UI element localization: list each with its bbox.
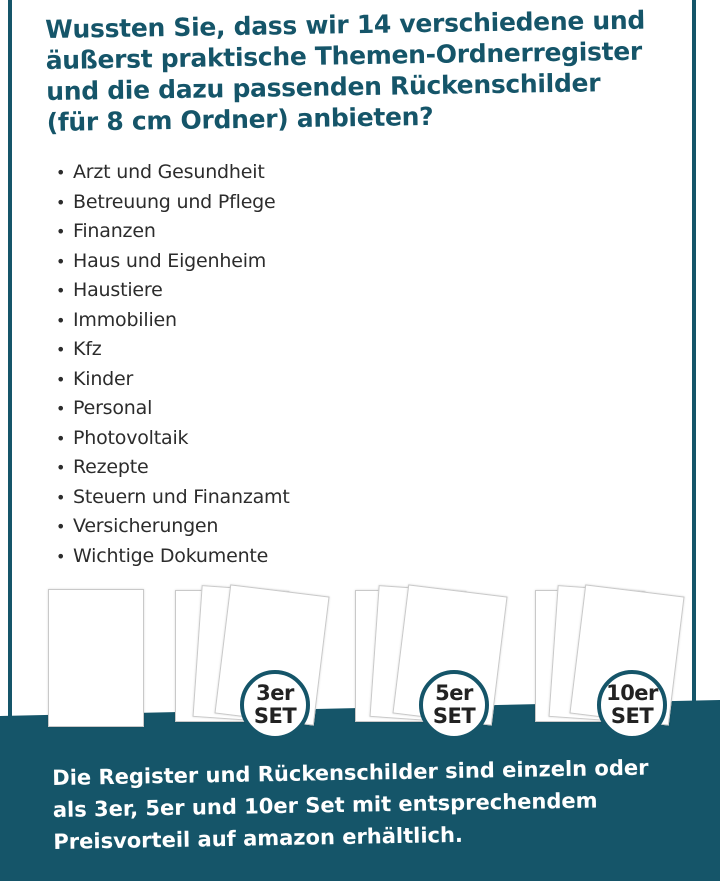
topic-item: • Steuern und Finanzamt xyxy=(56,483,290,513)
headline-line-3: und die dazu passenden Rückenschilder xyxy=(45,68,601,106)
bullet-icon: • xyxy=(56,222,66,241)
availability-text xyxy=(52,750,714,858)
bullet-icon: • xyxy=(56,281,66,300)
topic-item: • Haustiere xyxy=(56,276,290,306)
topic-item: • Kfz xyxy=(56,335,290,365)
bullet-icon: • xyxy=(56,340,66,359)
topic-item: • Wichtige Dokumente xyxy=(56,542,290,572)
bullet-icon: • xyxy=(56,546,66,566)
topic-item: • Finanzen xyxy=(56,217,290,247)
headline-line-2: äußerst praktische Themen-Ordnerregister xyxy=(45,36,643,75)
bullet-icon: • xyxy=(56,192,66,212)
bullet-icon: • xyxy=(56,399,66,418)
bullet-icon: • xyxy=(56,458,66,477)
set-count: 5er xyxy=(435,681,473,705)
topic-item: • Haus und Eigenheim xyxy=(56,247,290,277)
bullet-icon: • xyxy=(56,369,66,389)
topic-list xyxy=(56,158,290,571)
single-sheet-image xyxy=(48,589,144,727)
bullet-icon: • xyxy=(56,517,66,536)
topic-item: • Kinder xyxy=(56,365,290,395)
headline xyxy=(45,4,657,138)
availability-line-1: Die Register und Rückenschilder sind einzeln oder xyxy=(52,755,649,790)
set-label: SET xyxy=(610,704,654,728)
set-count: 3er xyxy=(256,681,294,705)
availability-line-2: als 3er, 5er und 10er Set mit entsprechendem xyxy=(52,788,598,822)
bullet-icon: • xyxy=(56,163,66,182)
set-badge xyxy=(240,670,310,740)
headline-line-4: (für 8 cm Ordner) anbieten? xyxy=(46,101,434,137)
topic-item: • Personal xyxy=(56,394,290,424)
topic-item: • Rezepte xyxy=(56,453,290,483)
set-badge xyxy=(597,670,667,740)
availability-line-3: Preisvorteil auf amazon erhältlich. xyxy=(53,822,464,854)
bullet-icon: • xyxy=(56,428,66,448)
topic-item: • Betreuung und Pflege xyxy=(56,188,290,218)
set-label: SET xyxy=(432,704,476,728)
bullet-icon: • xyxy=(56,310,66,330)
topic-item: • Immobilien xyxy=(56,306,290,336)
headline-line-1: Wussten Sie, dass wir 14 verschiedene und xyxy=(45,5,646,44)
bullet-icon: • xyxy=(56,487,66,507)
bullet-icon: • xyxy=(56,251,66,271)
topic-item: • Versicherungen xyxy=(56,512,290,542)
topic-item: • Arzt und Gesundheit xyxy=(56,158,290,188)
set-label: SET xyxy=(253,704,297,728)
set-count: 10er xyxy=(606,681,658,705)
set-badge xyxy=(419,670,489,740)
topic-item: • Photovoltaik xyxy=(56,424,290,454)
